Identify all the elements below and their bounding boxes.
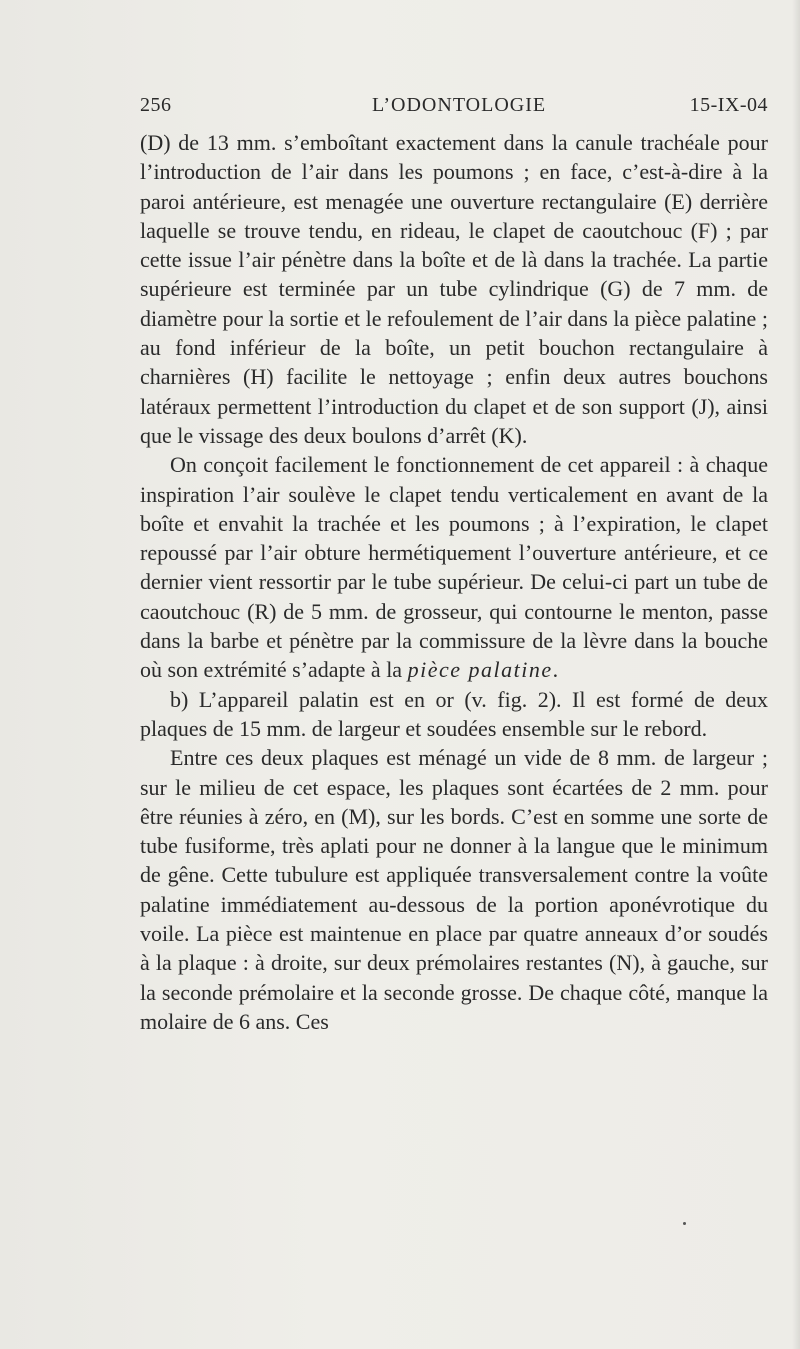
running-head bbox=[140, 94, 768, 122]
page-number: 256 bbox=[140, 94, 172, 116]
paragraph-3: b) L’appareil palatin est en or (v. fig. 2). Il est formé de deux plaques de 15 mm. de largeur et soudées ensemble sur le rebord. bbox=[140, 686, 768, 741]
page-edge-shadow bbox=[792, 0, 800, 1349]
body-text bbox=[140, 128, 768, 1036]
issue-date: 15-IX-04 bbox=[689, 94, 768, 116]
paragraph-2-end: . bbox=[552, 657, 559, 683]
journal-title: L’ODONTOLOGIE bbox=[372, 94, 547, 116]
paragraph-4: Entre ces deux plaques est ménagé un vide de 8 mm. de largeur ; sur le milieu de cet espace, les plaques sont écartées de 2 mm. pour être réunies à zéro, en (M), sur les bords. C’est en somme une sorte de tube fusiforme, très aplati pour ne donner à la langue que le minimum de gêne. Cette tubulure est appliquée transversalement contre la voûte palatine immédiatement au-dessous de la portion aponévrotique du voile. La pièce est maintenue en place par quatre anneaux d’or soudés à la plaque : à droite, sur deux prémolaires restantes (N), à gauche, sur la seconde prémolaire et la seconde grosse. De chaque côté, manque la molaire de 6 ans. Ces bbox=[140, 745, 768, 1034]
paragraph-1: (D) de 13 mm. s’emboîtant exactement dans la canule trachéale pour l’introduction de l’air dans les poumons ; en face, c’est-à-dire à la paroi antérieure, est menagée une ouverture rectangulaire (E) derrière laquelle se trouve tendu, en rideau, le clapet de caoutchouc (F) ; par cette issue l’air pénètre dans la boîte et de là dans la trachée. La partie supérieure est terminée par un tube cylindrique (G) de 7 mm. de diamètre pour la sortie et le refoulement de l’air dans la pièce palatine ; au fond inférieur de la boîte, un petit bouchon rectangulaire à charnières (H) facilite le nettoyage ; enfin deux autres bouchons latéraux permettent l’introduction du clapet et de son support (J), ainsi que le vissage des deux boulons d’arrêt (K). bbox=[140, 130, 768, 448]
ink-speck bbox=[683, 1222, 686, 1225]
paragraph-2 bbox=[140, 450, 768, 684]
paragraph-2-emphasis: pièce palatine bbox=[407, 657, 553, 683]
paragraph-2-text: On conçoit facilement le fonctionnement de cet appareil : à chaque inspiration l’air soulève le clapet tendu verticalement en avant de la boîte et envahit la trachée et les poumons ; à l’expiration, le clapet repoussé par l’air obture hermétiquement l’ouverture antérieure, et ce dernier vient ressortir par le tube supérieur. De celui-ci part un tube de caoutchouc (R) de 5 mm. de grosseur, qui contourne le menton, passe dans la barbe et pénètre par la commissure de la lèvre dans la bouche où son extrémité s’adapte à la bbox=[140, 452, 768, 683]
